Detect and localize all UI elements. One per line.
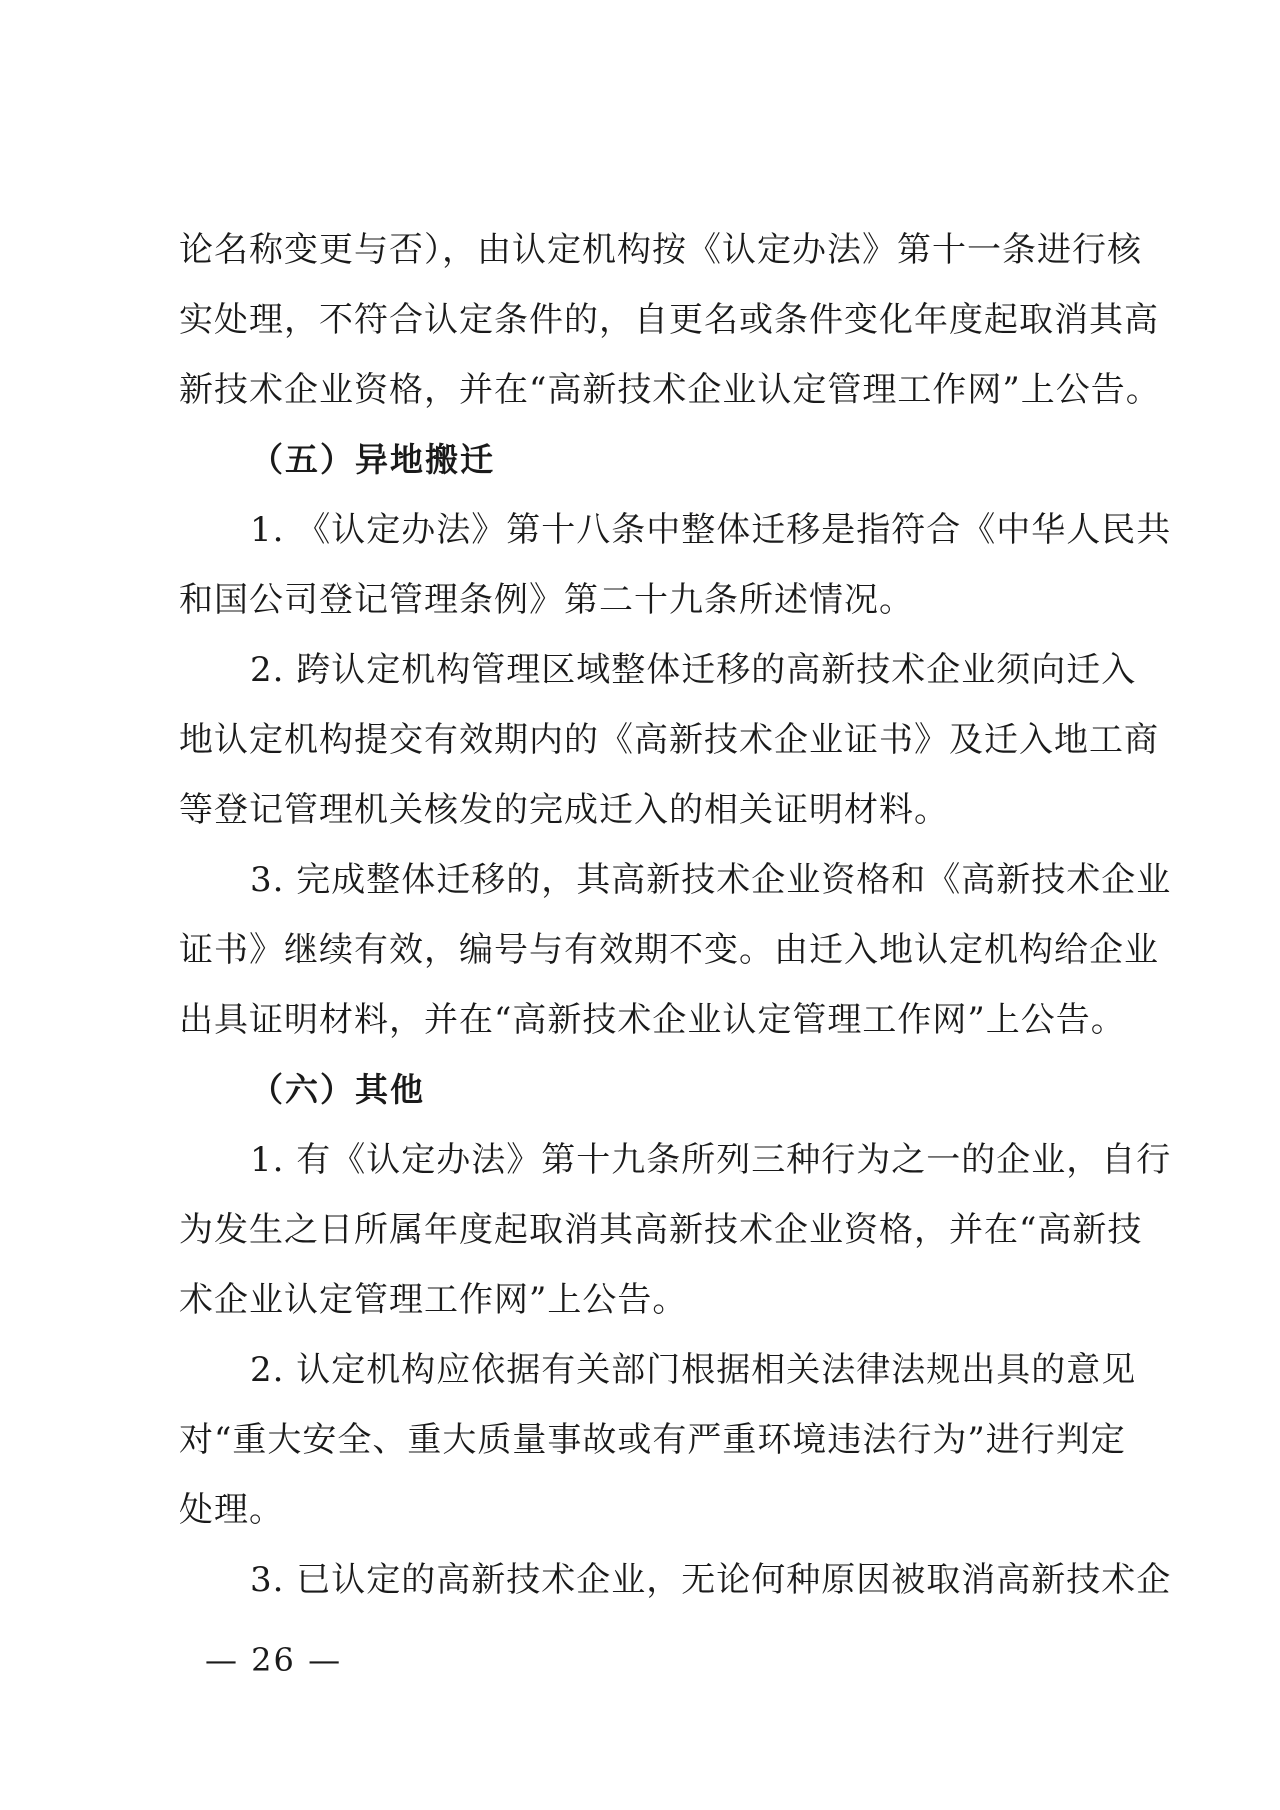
page-number: — 26 — — [205, 1641, 343, 1679]
section-heading: （五）异地搬迁 — [250, 440, 495, 479]
text-line: 3. 完成整体迁移的，其高新技术企业资格和《高新技术企业 — [250, 860, 1172, 900]
text-line: 和国公司登记管理条例》第二十九条所述情况。 — [179, 580, 914, 620]
text-line: 新技术企业资格，并在“高新技术企业认定管理工作网”上公告。 — [179, 370, 1161, 410]
text-line: 术企业认定管理工作网”上公告。 — [179, 1280, 688, 1320]
text-line: 1. 《认定办法》第十八条中整体迁移是指符合《中华人民共 — [250, 510, 1172, 550]
text-line: 实处理，不符合认定条件的，自更名或条件变化年度起取消其高 — [179, 300, 1159, 340]
text-line: 地认定机构提交有效期内的《高新技术企业证书》及迁入地工商 — [179, 720, 1159, 760]
text-line: 2. 认定机构应依据有关部门根据相关法律法规出具的意见 — [250, 1350, 1137, 1390]
section-heading: （六）其他 — [250, 1070, 425, 1109]
text-line: 为发生之日所属年度起取消其高新技术企业资格，并在“高新技 — [179, 1210, 1143, 1250]
text-line: 证书》继续有效，编号与有效期不变。由迁入地认定机构给企业 — [179, 930, 1159, 970]
text-line: 1. 有《认定办法》第十九条所列三种行为之一的企业，自行 — [250, 1140, 1172, 1180]
text-line: 出具证明材料，并在“高新技术企业认定管理工作网”上公告。 — [179, 1000, 1126, 1040]
text-line: 论名称变更与否），由认定机构按《认定办法》第十一条进行核 — [179, 230, 1142, 270]
text-line: 处理。 — [179, 1490, 284, 1530]
text-line: 3. 已认定的高新技术企业，无论何种原因被取消高新技术企 — [250, 1560, 1172, 1600]
text-line: 2. 跨认定机构管理区域整体迁移的高新技术企业须向迁入 — [250, 650, 1137, 690]
text-line: 等登记管理机关核发的完成迁入的相关证明材料。 — [179, 790, 949, 830]
text-line: 对“重大安全、重大质量事故或有严重环境违法行为”进行判定 — [179, 1420, 1126, 1460]
